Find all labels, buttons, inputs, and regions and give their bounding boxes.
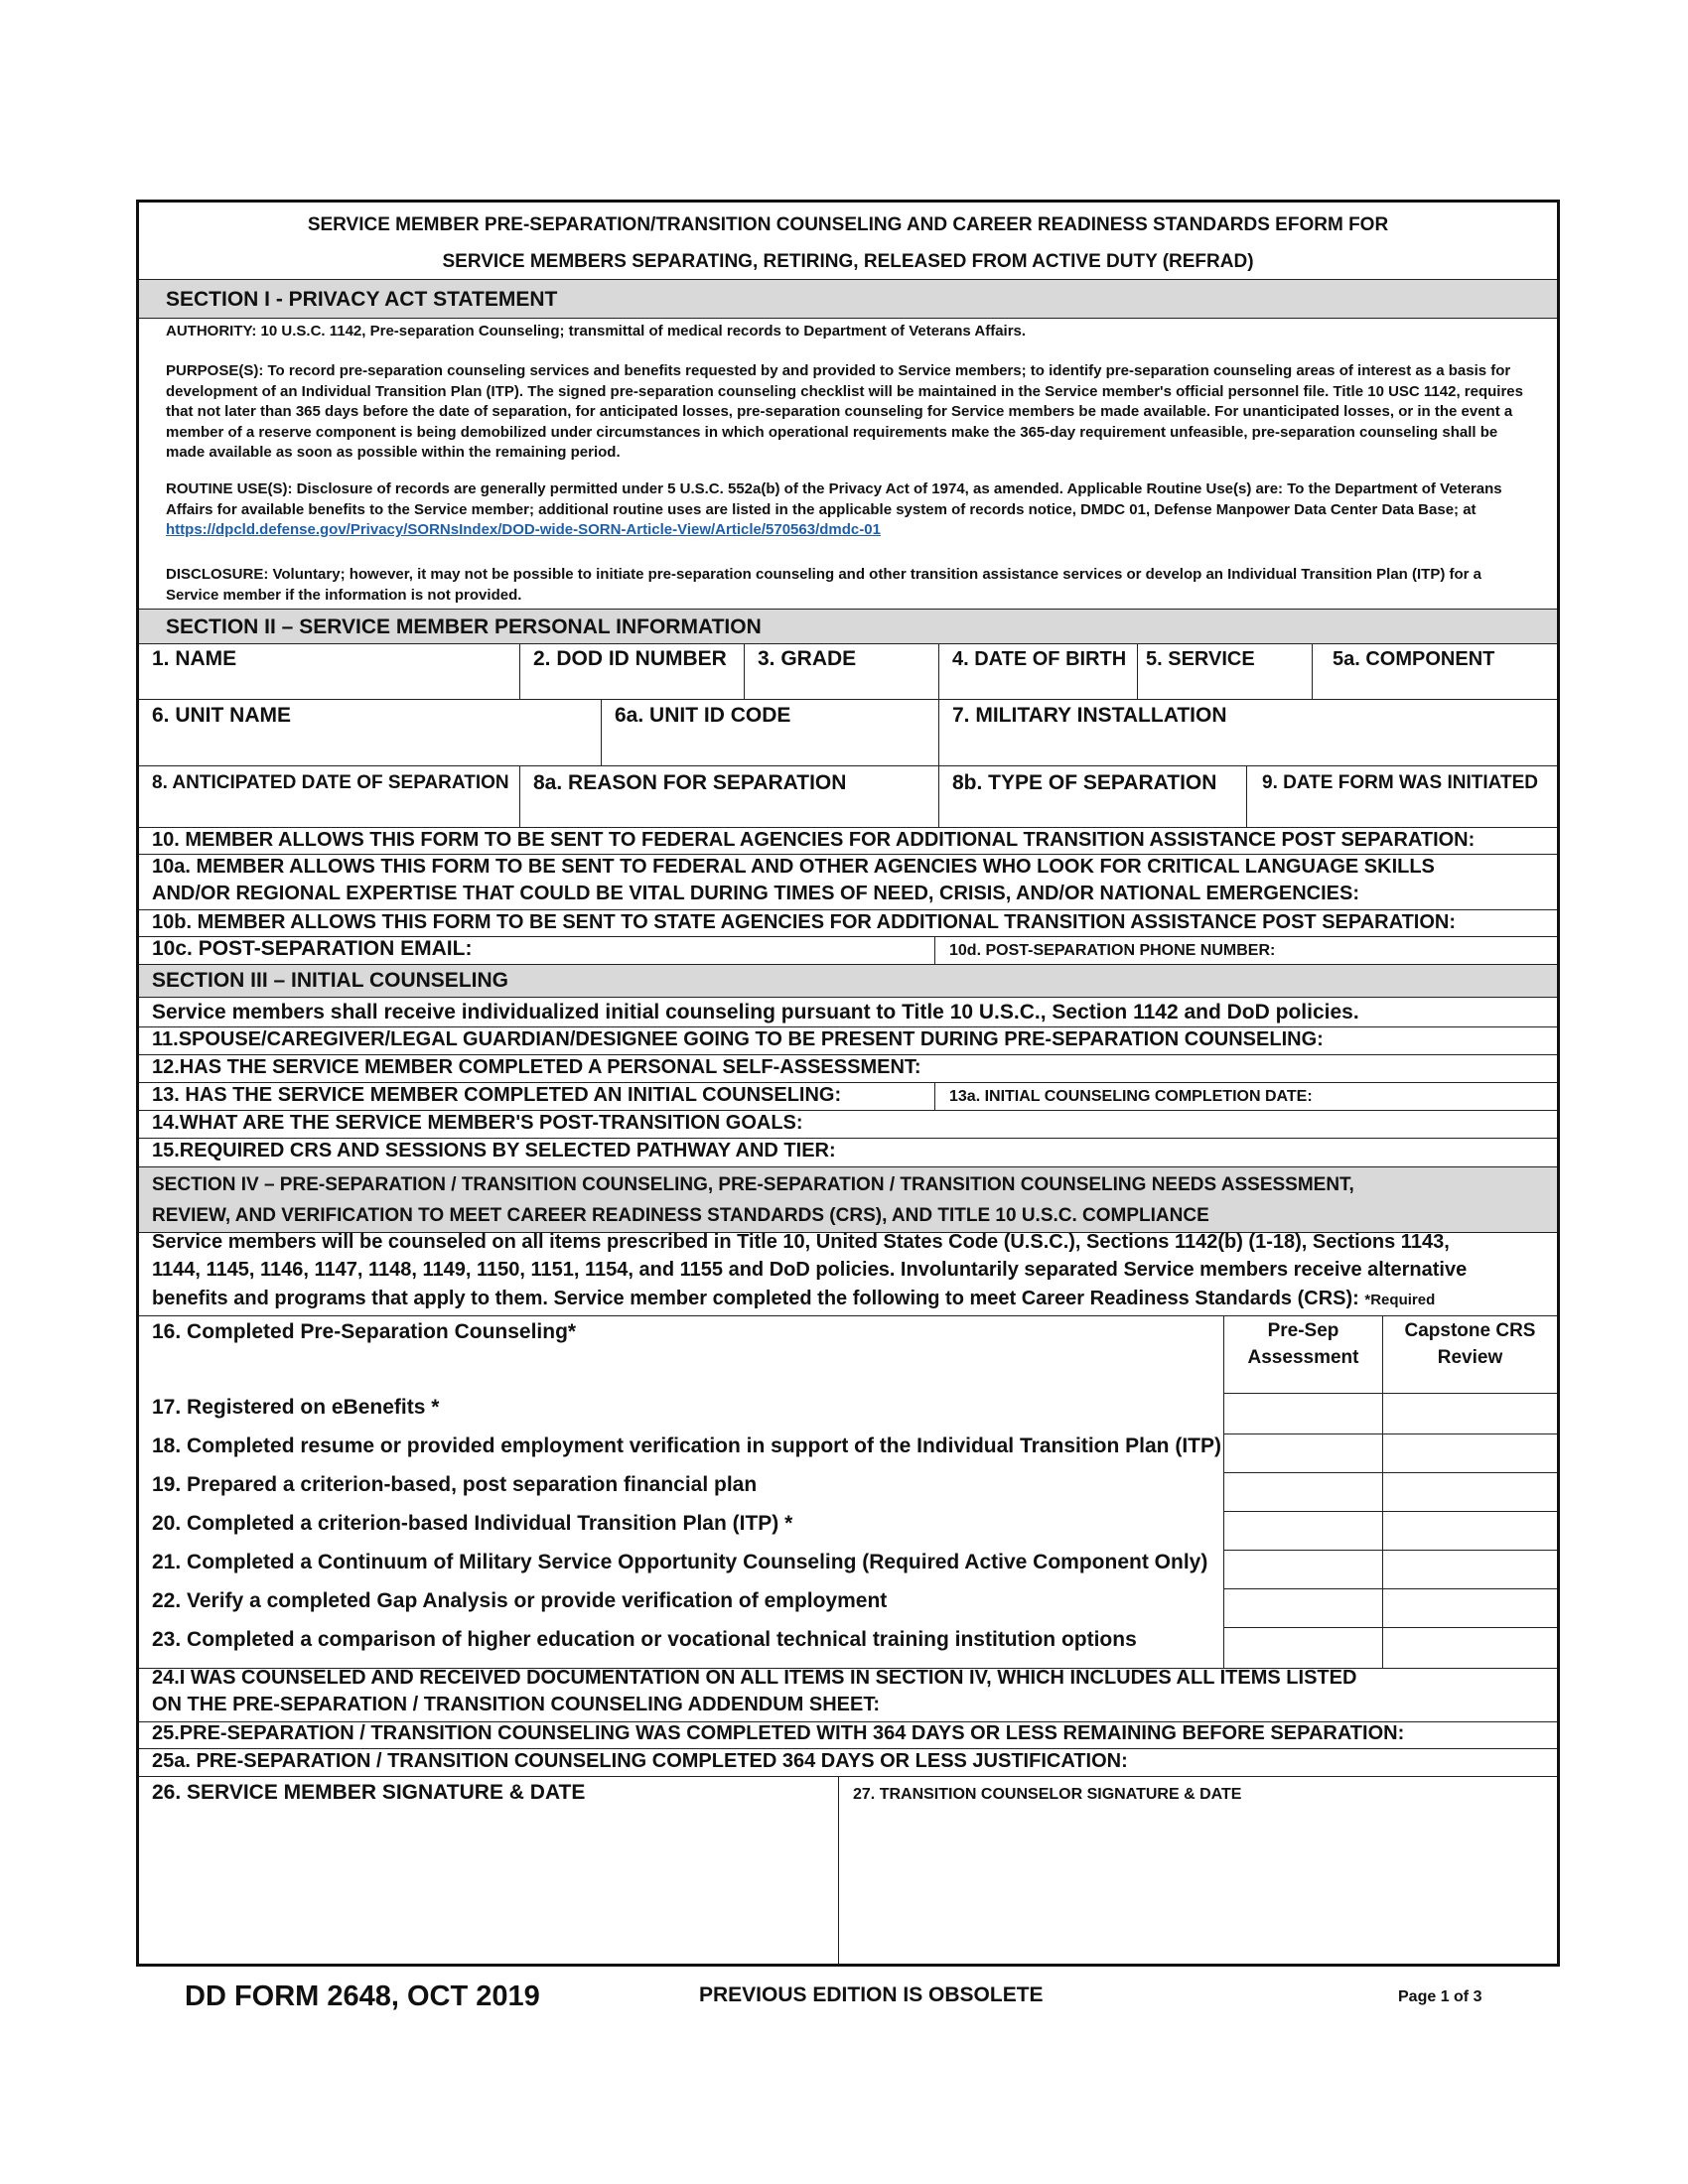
initial-counseling-field[interactable]: 13. HAS THE SERVICE MEMBER COMPLETED AN INITIAL COUNSELING: xyxy=(139,1083,935,1110)
item21-presep-box[interactable] xyxy=(1223,1550,1383,1589)
section2-title: SECTION II – SERVICE MEMBER PERSONAL INFORMATION xyxy=(166,615,762,638)
item22-presep-box[interactable] xyxy=(1223,1588,1383,1628)
military-installation-field[interactable]: 7. MILITARY INSTALLATION xyxy=(952,704,1227,727)
field-10-row[interactable]: 10. MEMBER ALLOWS THIS FORM TO BE SENT TO FEDERAL AGENCIES FOR ADDITIONAL TRANSITION ASSISTANCE POST SEPARATION: xyxy=(139,828,1557,855)
disclosure-text: DISCLOSURE: Voluntary; however, it may not be possible to initiate pre-separation counseling and other transition assistance services or develop an Individual Transition Plan (ITP) for a Service member if the information is not provided. xyxy=(166,566,1481,604)
date-of-birth-field[interactable]: 4. DATE OF BIRTH xyxy=(939,644,1138,699)
initial-counseling-date-field[interactable]: 13a. INITIAL COUNSELING COMPLETION DATE: xyxy=(949,1088,1313,1105)
item17-capstone-box[interactable] xyxy=(1382,1393,1557,1434)
date-form-initiated-field[interactable]: 9. DATE FORM WAS INITIATED xyxy=(1262,772,1538,793)
item23-presep-box[interactable] xyxy=(1223,1627,1383,1669)
crs-checklist xyxy=(139,1316,1557,1669)
page-number: Page 1 of 3 xyxy=(1398,1988,1482,2005)
checklist-item-23: 23. Completed a comparison of higher education or vocational technical training institution options xyxy=(152,1628,1137,1651)
section1-header xyxy=(139,279,1557,319)
section4-title-line2: REVIEW, AND VERIFICATION TO MEET CAREER READINESS STANDARDS (CRS), AND TITLE 10 U.S.C. COMPLIANCE xyxy=(152,1205,1209,1226)
section4-title-line1: SECTION IV – PRE-SEPARATION / TRANSITION COUNSELING, PRE-SEPARATION / TRANSITION COUNSELING NEEDS ASSESSMENT, xyxy=(152,1174,1354,1195)
item20-capstone-box[interactable] xyxy=(1382,1511,1557,1551)
field-14-row[interactable]: 14.WHAT ARE THE SERVICE MEMBER'S POST-TRANSITION GOALS: xyxy=(139,1111,1557,1139)
section3-header xyxy=(139,965,1557,998)
section3-title: SECTION III – INITIAL COUNSELING xyxy=(152,969,508,992)
reason-for-separation-field[interactable]: 8a. REASON FOR SEPARATION xyxy=(520,766,939,827)
item18-capstone-box[interactable] xyxy=(1382,1433,1557,1473)
field-11-row[interactable]: 11.SPOUSE/CAREGIVER/LEGAL GUARDIAN/DESIGNEE GOING TO BE PRESENT DURING PRE-SEPARATION COUNSELING: xyxy=(139,1027,1557,1055)
field-13-row xyxy=(139,1083,1557,1111)
field-15-row[interactable]: 15.REQUIRED CRS AND SESSIONS BY SELECTED PATHWAY AND TIER: xyxy=(139,1139,1557,1167)
section4-intro: Service members will be counseled on all items prescribed in Title 10, United States Code (U.S.C.), Sections 1142(b) (1-18), Sections 1143, 1144, 1145, 1146, 1147, 1148, 1149, 1150, 1151, 1154, and 1155 and DoD policies. Involuntarily separated Service members receive alternative benefits and programs that apply to them. Service member completed the following to meet Career Readiness Standards (CRS): *Required xyxy=(139,1233,1557,1316)
checklist-item-17: 17. Registered on eBenefits * xyxy=(152,1396,440,1419)
field-10b-row[interactable]: 10b. MEMBER ALLOWS THIS FORM TO BE SENT TO STATE AGENCIES FOR ADDITIONAL TRANSITION ASSISTANCE POST SEPARATION: xyxy=(139,910,1557,937)
item22-capstone-box[interactable] xyxy=(1382,1588,1557,1628)
field-24-row[interactable]: 24.I WAS COUNSELED AND RECEIVED DOCUMENTATION ON ALL ITEMS IN SECTION IV, WHICH INCLUDES ALL ITEMS LISTED ON THE PRE-SEPARATION / TRANSITION COUNSELING ADDENDUM SHEET: xyxy=(139,1669,1557,1722)
type-of-separation-field[interactable]: 8b. TYPE OF SEPARATION xyxy=(939,766,1247,827)
checklist-item-21: 21. Completed a Continuum of Military Service Opportunity Counseling (Required Active Component Only) xyxy=(152,1551,1208,1573)
field-10a-row[interactable]: 10a. MEMBER ALLOWS THIS FORM TO BE SENT TO FEDERAL AND OTHER AGENCIES WHO LOOK FOR CRITICAL LANGUAGE SKILLS AND/OR REGIONAL EXPERTISE THAT COULD BE VITAL DURING TIMES OF NEED, CRISIS, AND/OR NATIONAL EMERGENCIES: xyxy=(139,855,1557,910)
field-12-row[interactable]: 12.HAS THE SERVICE MEMBER COMPLETED A PERSONAL SELF-ASSESSMENT: xyxy=(139,1055,1557,1083)
section2-header xyxy=(139,609,1557,644)
item19-capstone-box[interactable] xyxy=(1382,1472,1557,1512)
anticipated-separation-date-field[interactable]: 8. ANTICIPATED DATE OF SEPARATION xyxy=(139,766,520,827)
field-10c-row xyxy=(139,937,1557,965)
authority-text: AUTHORITY: 10 U.S.C. 1142, Pre-separation Counseling; transmittal of medical records to Department of Veterans Affairs. xyxy=(166,323,1027,340)
obsolete-notice: PREVIOUS EDITION IS OBSOLETE xyxy=(699,1983,1044,2006)
section4-header xyxy=(139,1167,1557,1233)
dod-id-field[interactable]: 2. DOD ID NUMBER xyxy=(520,644,745,699)
form-number: DD FORM 2648, OCT 2019 xyxy=(185,1980,540,2012)
service-field[interactable]: 5. SERVICE xyxy=(1138,644,1313,699)
component-field[interactable]: 5a. COMPONENT xyxy=(1333,648,1495,670)
presep-assessment-header: Pre-Sep Assessment xyxy=(1223,1315,1383,1394)
section3-intro: Service members shall receive individualized initial counseling pursuant to Title 10 U.S.C., Section 1142 and DoD policies. xyxy=(152,1001,1359,1024)
counselor-signature-field[interactable]: 27. TRANSITION COUNSELOR SIGNATURE & DATE xyxy=(853,1786,1242,1803)
field-25a-row[interactable]: 25a. PRE-SEPARATION / TRANSITION COUNSELING COMPLETED 364 DAYS OR LESS JUSTIFICATION: xyxy=(139,1749,1557,1777)
personal-info-row1 xyxy=(139,644,1557,700)
item21-capstone-box[interactable] xyxy=(1382,1550,1557,1589)
unit-id-code-field[interactable]: 6a. UNIT ID CODE xyxy=(602,700,939,765)
form-title-line2: SERVICE MEMBERS SEPARATING, RETIRING, RELEASED FROM ACTIVE DUTY (REFRAD) xyxy=(442,251,1254,272)
purpose-text: PURPOSE(S): To record pre-separation counseling services and benefits requested by and provided to Service members; to identify pre-separation counseling areas of interest as a basis for development of an Individual Transition Plan (ITP). The signed pre-separation counseling checklist will be maintained in the Service member's official personnel file. Title 10 USC 1142, requires that not later than 365 days before the date of separation, for anticipated losses, pre-separation counseling for Service members be made available. For unanticipated losses, or in the event a member of a reserve component is being demobilized under circumstances in which operational requirements make the 365-day requirement unfeasible, pre-separation counseling shall be made available as soon as possible within the remaining period. xyxy=(166,362,1523,461)
unit-name-field[interactable]: 6. UNIT NAME xyxy=(139,700,602,765)
section1-title: SECTION I - PRIVACY ACT STATEMENT xyxy=(166,288,558,311)
field-25-row[interactable]: 25.PRE-SEPARATION / TRANSITION COUNSELING WAS COMPLETED WITH 364 DAYS OR LESS REMAINING BEFORE SEPARATION: xyxy=(139,1722,1557,1749)
post-separation-phone-field[interactable]: 10d. POST-SEPARATION PHONE NUMBER: xyxy=(949,942,1276,959)
grade-field[interactable]: 3. GRADE xyxy=(745,644,939,699)
checklist-item-18: 18. Completed resume or provided employment verification in support of the Individual Transition Plan (ITP) xyxy=(152,1434,1221,1457)
checklist-item-19: 19. Prepared a criterion-based, post separation financial plan xyxy=(152,1473,758,1496)
personal-info-row3 xyxy=(139,766,1557,828)
post-separation-email-field[interactable]: 10c. POST-SEPARATION EMAIL: xyxy=(139,937,935,964)
signature-row xyxy=(139,1777,1557,1964)
checklist-item-16: 16. Completed Pre-Separation Counseling* xyxy=(152,1320,577,1343)
item23-capstone-box[interactable] xyxy=(1382,1627,1557,1669)
section3-intro-row xyxy=(139,998,1557,1027)
item17-presep-box[interactable] xyxy=(1223,1393,1383,1434)
routine-use-text: ROUTINE USE(S): Disclosure of records are generally permitted under 5 U.S.C. 552a(b) of the Privacy Act of 1974, as amended. Applicable Routine Use(s) are: To the Department of Veterans Affairs for available benefits to the Service member; additional routine uses are listed in the applicable system of records notice, DMDC 01, Defense Manpower Data Center Data Base; at https://dpcld.defense.gov/Privacy/SORNsIndex/DOD-wide-SORN-Article-View/Article/570563/dmdc-01 xyxy=(166,480,1502,538)
name-field[interactable]: 1. NAME xyxy=(139,644,520,699)
item20-presep-box[interactable] xyxy=(1223,1511,1383,1551)
item18-presep-box[interactable] xyxy=(1223,1433,1383,1473)
sorn-link[interactable]: https://dpcld.defense.gov/Privacy/SORNsIndex/DOD-wide-SORN-Article-View/Article/570563/dmdc-01 xyxy=(166,521,881,538)
checklist-item-20: 20. Completed a criterion-based Individual Transition Plan (ITP) * xyxy=(152,1512,793,1535)
capstone-crs-header: Capstone CRS Review xyxy=(1382,1315,1557,1394)
service-member-signature-field[interactable]: 26. SERVICE MEMBER SIGNATURE & DATE xyxy=(139,1777,839,1964)
form-title-line1: SERVICE MEMBER PRE-SEPARATION/TRANSITION COUNSELING AND CAREER READINESS STANDARDS EFORM FOR xyxy=(307,214,1389,235)
required-note: *Required xyxy=(1364,1292,1436,1308)
form-page xyxy=(136,200,1560,1967)
item19-presep-box[interactable] xyxy=(1223,1472,1383,1512)
personal-info-row2 xyxy=(139,700,1557,766)
checklist-item-22: 22. Verify a completed Gap Analysis or provide verification of employment xyxy=(152,1589,888,1612)
